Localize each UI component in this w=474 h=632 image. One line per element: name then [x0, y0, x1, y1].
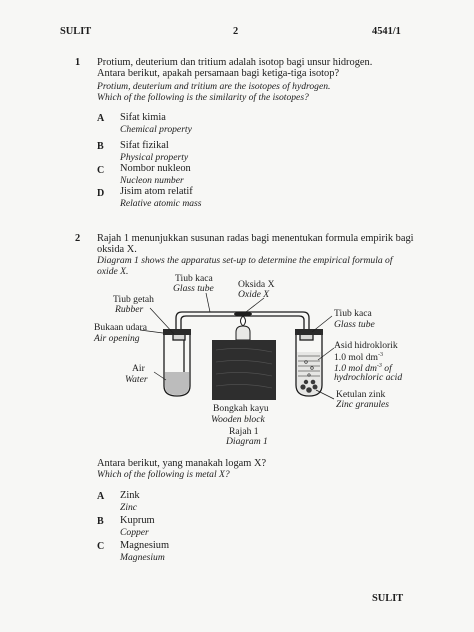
label-acid-ms: Asid hidroklorik: [334, 340, 398, 351]
label-zinc-ms: Ketulan zink: [336, 389, 386, 400]
q2-number: 2: [75, 233, 81, 244]
q2-option-b-en[interactable]: Copper: [120, 527, 149, 538]
q1-stem-en-1: Protium, deuterium and tritium are the isotopes of hydrogen.: [97, 81, 331, 92]
label-water-ms: Air: [132, 363, 145, 374]
q1-stem-ms-2: Antara berikut, apakah persamaan bagi ketiga-tiga isotop?: [97, 68, 340, 79]
q1-option-c-en[interactable]: Nucleon number: [120, 175, 184, 186]
label-block-en: Wooden block: [211, 414, 265, 425]
acid-conc-2-text: 1.0 mol dm: [334, 363, 377, 375]
q2-option-b-letter[interactable]: B: [97, 516, 104, 527]
label-air-opening-ms: Bukaan udara: [94, 322, 148, 333]
acid-conc-2-sup: -3: [376, 363, 382, 369]
acid-conc-1-text: 1.0 mol dm: [334, 352, 378, 364]
water-fill: [165, 372, 189, 395]
acid-of-text: of: [381, 363, 392, 375]
label-water-en: Water: [125, 374, 148, 385]
q1-option-a-letter[interactable]: A: [97, 113, 105, 124]
q1-option-c-letter[interactable]: C: [97, 165, 105, 176]
q1-option-d-en[interactable]: Relative atomic mass: [120, 198, 202, 209]
q1-option-c-ms[interactable]: Nombor nukleon: [120, 163, 191, 174]
q2-stem-ms-1: Rajah 1 menunjukkan susunan radas bagi menentukan formula empirik bagi: [97, 233, 414, 244]
label-glass-tube-right-ms: Tiub kaca: [334, 308, 372, 319]
acid-conc-1-sup: -3: [377, 352, 383, 358]
header-sulit: SULIT: [60, 26, 92, 37]
stopper-right: [295, 329, 323, 335]
q1-option-a-en[interactable]: Chemical property: [120, 124, 192, 135]
q2-option-c-letter[interactable]: C: [97, 541, 105, 552]
label-glass-tube-right-en: Glass tube: [334, 319, 375, 330]
q2-option-a-ms[interactable]: Zink: [120, 490, 140, 501]
q2-option-c-ms[interactable]: Magnesium: [120, 540, 170, 551]
page-number: 2: [233, 26, 239, 37]
q1-option-b-ms[interactable]: Sifat fizikal: [120, 140, 169, 151]
q2-stem-ms-2: oksida X.: [97, 244, 137, 255]
label-rubber-en: Rubber: [115, 304, 144, 315]
label-glass-tube-top-ms: Tiub kaca: [175, 273, 213, 284]
q1-number: 1: [75, 57, 81, 68]
caption-ms: Rajah 1: [229, 426, 259, 437]
label-air-opening-en: Air opening: [94, 333, 140, 344]
caption-en: Diagram 1: [226, 436, 268, 447]
q2-option-c-en[interactable]: Magnesium: [120, 552, 165, 563]
label-oxide-en: Oxide X: [238, 289, 270, 300]
q2-option-b-ms[interactable]: Kuprum: [120, 515, 155, 526]
label-zinc-en: Zinc granules: [336, 399, 390, 410]
q1-stem-ms-1: Protium, deuterium dan tritium adalah isotop bagi unsur hidrogen.: [97, 57, 373, 68]
burner: [236, 316, 250, 340]
q1-option-b-en[interactable]: Physical property: [120, 152, 189, 163]
label-acid-en: hydrochloric acid: [334, 372, 403, 383]
label-block-ms: Bongkah kayu: [213, 403, 269, 414]
label-glass-tube-top-en: Glass tube: [173, 283, 214, 294]
footer-sulit: SULIT: [372, 593, 404, 604]
q1-option-d-ms[interactable]: Jisim atom relatif: [120, 186, 193, 197]
paper-code: 4541/1: [372, 26, 401, 37]
q2-option-a-letter[interactable]: A: [97, 491, 105, 502]
q2-stem-en-1: Diagram 1 shows the apparatus set-up to determine the empirical formula of: [97, 255, 393, 266]
q2-option-a-en[interactable]: Zinc: [120, 502, 138, 513]
q1-stem-en-2: Which of the following is the similarity of the isotopes?: [97, 92, 309, 103]
label-rubber-ms: Tiub getah: [113, 294, 154, 305]
q1-option-a-ms[interactable]: Sifat kimia: [120, 112, 166, 123]
q2-question-en: Which of the following is metal X?: [97, 469, 230, 480]
label-oxide-ms: Oksida X: [238, 279, 275, 290]
q1-option-d-letter[interactable]: D: [97, 188, 105, 199]
q2-question-ms: Antara berikut, yang manakah logam X?: [97, 458, 267, 469]
q1-option-b-letter[interactable]: B: [97, 141, 104, 152]
q2-stem-en-2: oxide X.: [97, 266, 129, 277]
stopper-left: [163, 329, 191, 335]
